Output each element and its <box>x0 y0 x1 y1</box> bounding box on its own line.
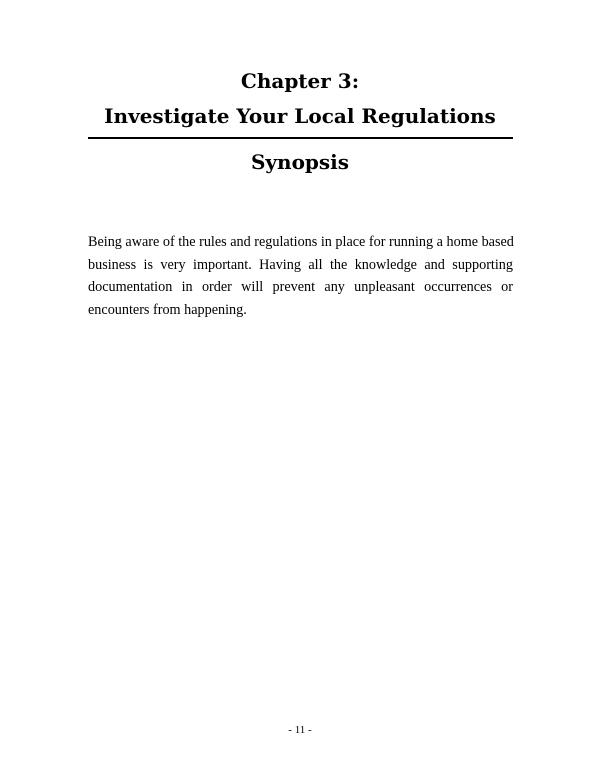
chapter-number: Chapter 3: <box>240 69 360 93</box>
body-line: documentation in order will prevent any unpleasant occurrences or <box>88 279 513 295</box>
body-line: Being aware of the rules and regulations in place for running a home based <box>88 234 514 250</box>
body-line: business is very important. Having all the knowledge and supporting <box>88 256 513 273</box>
section-heading: Synopsis <box>250 150 350 174</box>
body-paragraph <box>88 231 513 321</box>
body-line: encounters from happening. <box>88 301 247 318</box>
chapter-title: Investigate Your Local Regulations <box>104 104 496 128</box>
page-number: - 11 - <box>288 724 312 736</box>
title-divider <box>88 137 513 139</box>
